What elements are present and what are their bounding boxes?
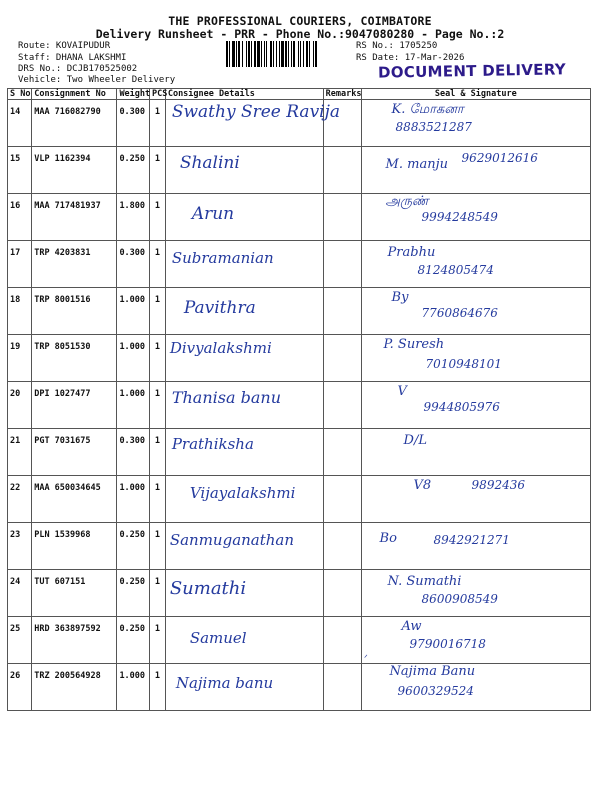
signature-handwritten: By [391,290,409,305]
pcs-cell: 1 [150,382,166,429]
consignee-name-handwritten: Thanisa banu [171,388,281,407]
pcs-cell: 1 [150,429,166,476]
consignee-name-handwritten: Sumathi [169,578,247,599]
signature-handwritten: Najima Banu [389,664,476,679]
phone-number-handwritten: 7010948101 [425,357,502,371]
seal-signature-cell [361,664,590,711]
signature-handwritten: V8 [413,478,432,493]
consignee-details-cell [165,241,323,288]
weight-cell: 0.300 [117,241,150,288]
remarks-cell [323,382,361,429]
meta-right [356,41,464,64]
consignee-details-cell [165,288,323,335]
company-title: THE PROFESSIONAL COURIERS, COIMBATORE [168,14,432,28]
pcs-cell: 1 [150,147,166,194]
phone-number-handwritten: 9629012616 [461,151,538,165]
consignment-no-cell: VLP 1162394 [32,147,117,194]
seal-signature-cell [361,570,590,617]
table-row [8,241,591,288]
consignment-no-cell: MAA 650034645 [32,476,117,523]
sno-cell: 19 [8,335,32,382]
weight-cell: 1.800 [117,194,150,241]
signature-handwritten: Prabhu [387,245,436,260]
remarks-cell [323,194,361,241]
barcode-image [226,41,350,67]
consignee-name-handwritten: Prathiksha [171,435,254,453]
pen-mark: ᐟ [364,654,368,664]
signature-handwritten: N. Sumathi [387,574,462,589]
rs-no-line: RS No.: 1705250 [356,41,438,51]
signature-handwritten: K. மோகனா [391,102,464,117]
seal-signature-cell [361,335,590,382]
header-consignee: Consignee Details [165,89,323,100]
sno-cell: 22 [8,476,32,523]
table-row [8,523,591,570]
runsheet-subtitle: Delivery Runsheet - PRR - Phone No.:9047080280 - Page No.:2 [95,27,505,41]
weight-cell: 0.250 [117,570,150,617]
weight-cell: 1.000 [117,335,150,382]
consignment-no-cell: TUT 607151 [32,570,117,617]
weight-cell: 1.000 [117,288,150,335]
remarks-cell [323,664,361,711]
table-row [8,476,591,523]
sno-cell: 18 [8,288,32,335]
rs-date-line: RS Date: 17-Mar-2026 [356,52,465,63]
consignment-no-cell: PLN 1539968 [32,523,117,570]
table-row [8,570,591,617]
table-row [8,664,591,711]
vehicle-line: Vehicle: Two Wheeler Delivery [18,75,176,85]
pcs-cell: 1 [150,523,166,570]
remarks-cell [323,288,361,335]
remarks-cell [323,523,361,570]
weight-cell: 1.000 [117,382,150,429]
seal-signature-cell [361,476,590,523]
phone-number-handwritten: 8942921271 [433,533,510,547]
consignee-details-cell [165,617,323,664]
weight-cell: 1.000 [117,476,150,523]
weight-cell: 0.250 [117,617,150,664]
consignee-details-cell [165,382,323,429]
seal-signature-cell [361,429,590,476]
pcs-cell: 1 [150,617,166,664]
phone-number-handwritten: 8124805474 [417,263,494,277]
seal-signature-cell [361,241,590,288]
sno-cell: 23 [8,523,32,570]
signature-handwritten: அருண் [385,194,429,209]
sno-cell: 26 [8,664,32,711]
phone-number-handwritten: 9994248549 [421,210,498,224]
header-sno: S No [8,89,32,100]
pcs-cell: 1 [150,241,166,288]
phone-number-handwritten: 9944805976 [423,400,500,414]
seal-signature-cell [361,382,590,429]
table-row [8,617,591,664]
seal-signature-cell [361,147,590,194]
pcs-cell: 1 [150,100,166,147]
phone-number-handwritten: 8600908549 [421,592,498,606]
document-delivery-stamp: DOCUMENT DELIVERY [377,60,567,82]
consignee-name-handwritten: Sanmuganathan [169,531,295,549]
sno-cell: 14 [8,100,32,147]
consignment-no-cell: TRP 4203831 [32,241,117,288]
weight-cell: 0.250 [117,523,150,570]
consignee-name-handwritten: Shalini [179,153,240,173]
table-row [8,429,591,476]
consignment-no-cell: DPI 1027477 [32,382,117,429]
consignee-details-cell [165,570,323,617]
consignee-details-cell [165,100,341,147]
consignment-no-cell: TRZ 200564928 [32,664,117,711]
pcs-cell: 1 [150,288,166,335]
signature-handwritten: M. manju [385,157,448,172]
seal-signature-cell [361,523,590,570]
consignee-name-handwritten: Subramanian [171,249,274,267]
phone-number-handwritten: 9790016718 [409,637,486,651]
table-row [8,194,591,241]
consignee-details-cell [165,476,323,523]
table-row [8,100,591,147]
remarks-cell [323,476,361,523]
consignee-details-cell [165,147,323,194]
seal-signature-cell [361,617,590,664]
remarks-cell [323,617,361,664]
drs-line: DRS No.: DCJB170525002 [18,64,138,74]
table-header-row [8,89,591,100]
header-pcs: PCS [150,89,166,100]
phone-number-handwritten: 9600329524 [397,684,474,698]
phone-number-handwritten: 7760864676 [421,306,498,320]
signature-handwritten: D/L [403,433,427,448]
signature-handwritten: P. Suresh [383,337,445,352]
pcs-cell: 1 [150,194,166,241]
sno-cell: 15 [8,147,32,194]
staff-line: Staff: DHANA LAKSHMI [18,52,127,63]
pcs-cell: 1 [150,570,166,617]
seal-signature-cell [361,288,590,335]
consignment-no-cell: MAA 717481937 [32,194,117,241]
runsheet-table [7,88,591,711]
remarks-cell [323,570,361,617]
consignee-name-handwritten: Najima banu [175,674,274,692]
weight-cell: 1.000 [117,664,150,711]
table-row [8,147,591,194]
remarks-cell [323,335,361,382]
consignee-details-cell [165,335,323,382]
sno-cell: 21 [8,429,32,476]
sno-cell: 24 [8,570,32,617]
consignee-name-handwritten: Samuel [189,629,247,647]
consignment-no-cell: HRD 363897592 [32,617,117,664]
table-row [8,382,591,429]
consignee-details-cell [165,194,323,241]
consignee-details-cell [165,664,323,711]
header-consignment: Consignment No [32,89,117,100]
header-weight: Weight [117,89,150,100]
table-row [8,335,591,382]
consignee-details-cell [165,523,323,570]
weight-cell: 0.250 [117,147,150,194]
remarks-cell [323,429,361,476]
consignment-no-cell: TRP 8051530 [32,335,117,382]
seal-signature-cell [361,100,590,147]
sno-cell: 16 [8,194,32,241]
consignee-details-cell [165,429,323,476]
remarks-cell [323,147,361,194]
pcs-cell: 1 [150,476,166,523]
sno-cell: 17 [8,241,32,288]
header-seal-signature: Seal & Signature [361,89,590,100]
consignment-no-cell: MAA 716082790 [32,100,117,147]
consignee-name-handwritten: Vijayalakshmi [189,484,296,502]
signature-handwritten: Bo [379,531,397,546]
remarks-cell [323,241,361,288]
meta-left [18,41,137,76]
route-line: Route: KOVAIPUDUR [18,41,111,51]
consignee-name-handwritten: Swathy Sree Ravija [171,102,341,122]
pcs-cell: 1 [150,335,166,382]
sno-cell: 25 [8,617,32,664]
consignment-no-cell: PGT 7031675 [32,429,117,476]
consignee-name-handwritten: Arun [191,204,235,224]
header-remarks: Remarks [323,89,361,100]
signature-handwritten: Aw [401,619,422,634]
signature-handwritten: V [397,384,407,399]
weight-cell: 0.300 [117,429,150,476]
consignee-name-handwritten: Pavithra [183,298,256,318]
phone-number-handwritten: 9892436 [471,478,525,492]
weight-cell: 0.300 [117,100,150,147]
consignment-no-cell: TRP 8001516 [32,288,117,335]
sno-cell: 20 [8,382,32,429]
consignee-name-handwritten: Divyalakshmi [169,339,272,357]
seal-signature-cell [361,194,590,241]
phone-number-handwritten: 8883521287 [395,120,472,134]
table-row [8,288,591,335]
pcs-cell: 1 [150,664,166,711]
